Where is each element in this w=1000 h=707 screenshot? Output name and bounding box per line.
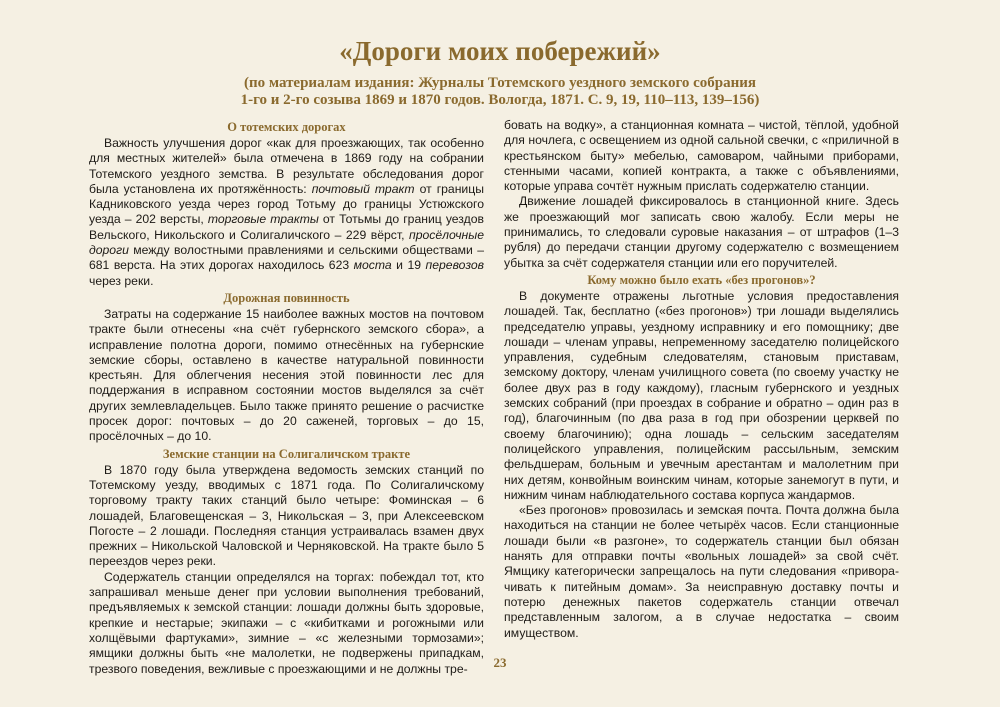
term-trade-tracts: торговые тракты bbox=[207, 212, 319, 227]
text-run: между волостными правлениями и сельскими обществами – 681 верста. На этих дорогах находилось 623 bbox=[89, 243, 484, 273]
paragraph-stations-list: В 1870 году была утверждена ведомость земских станций по Тотемскому уезду, вводимых с 1871 года. По Солигаличскому торговому тракту таких станций было четыре: Фоминская – 6 лошадей, Благовещенская – 3, Никольская – 3, при Алексеевском Погосте – 2 лошади. Последняя станция устраивалась взамен двух прежних – Никольской Чаловской и Черняковской. На тракте было 5 переездов через реки. bbox=[89, 462, 484, 569]
text-run: Важность улучшения дорог «как для проезжающих, так особенно для местных жителей» была отмечена в 1869 году на собрании Тотемского уездного земства. В результате обследования дорог была установлена их протяжённость: bbox=[89, 136, 484, 196]
term-ferries: перевозов bbox=[425, 258, 484, 273]
paragraph-station-book: Движение лошадей фиксировалось в станционной книге. Здесь же проезжающий мог записать свою жалобу. Если меры не принимались, то следовали суровые наказания – от штрафов (1–3 рубля) до передачи станции другому содержателю с возмещением убытка за счёт содержателя станции или его поручителей. bbox=[504, 194, 899, 270]
paragraph-free-horses: В документе отражены льготные условия предоставления лошадей. Так, бесплатно («без прогонов») три лошади выделялись председателю управы, уездному исправнику и его помощнику; две лошади – членам управы, непременному заседателю полицейского управления, судебным следователям, становым приставам, земскому доктору, членам училищного совета (по своему участку не более двух раз в году каждому), гласным губернского и уездных земских собраний (при проездах в собрание и обратно – один раз в год), благочинным (по два раза в год при обозрении церквей по своему благочинию); одна лошадь – сельским заседателям полицейского управления, полицейским рассыльным, земским фельдшерам, больным и увечным арестантам и малолетним при них детям, конвойным воинским чинам, которые занемогут в пути, и нижним чинам наблюдательного состава корпуса жандармов. bbox=[504, 288, 899, 502]
text-run: от границы Кадниковского уезда через город Тотьму до границы Устюжского уезда – 202 версты, bbox=[89, 181, 484, 227]
section-heading-zemstvo-stations: Земские станции на Солигаличском тракте bbox=[162, 446, 411, 461]
term-country-roads: просёлочные дороги bbox=[89, 227, 484, 258]
text-run: и 19 bbox=[391, 258, 426, 273]
section-heading-totma-roads: О тотемских дорогах bbox=[227, 120, 346, 134]
left-column bbox=[89, 118, 484, 677]
text-run: через реки. bbox=[89, 273, 154, 288]
page-title: «Дороги моих побережий» bbox=[339, 36, 661, 66]
page-number: 23 bbox=[493, 655, 507, 670]
page-subtitle bbox=[0, 75, 1000, 109]
subtitle-line-2: 1-го и 2-го созыва 1869 и 1870 годов. Вологда, 1871. С. 9, 19, 110–113, 139–156) bbox=[240, 92, 760, 108]
term-postal-tract: почтовый тракт bbox=[311, 181, 415, 196]
text-run: от Тотьмы до границ уездов Вельского, Никольского и Солигаличского – 229 вёрст, bbox=[89, 212, 484, 242]
paragraph-station-keeper: Содержатель станции определялся на торгах: побеждал тот, кто запрашивал меньше денег при условии выполнения требований, предъявляемых к земской станции: лошади должны быть здоровые, крепкие и нестарые; экипажи – с «кибитками и рогожными или холщёвыми фартуками», зимние – «с железными тормозами»; ямщики должны быть «не малолетки, не подвержены припадкам, трезвого поведения, вежливые с проезжающими и не должны тре- bbox=[89, 569, 484, 676]
paragraph-station-room: бовать на водку», а станционная комната – чистой, тёплой, удобной для ночлега, с освещением из одной сальной свечки, с «приличной в крестьянском быту» мебелью, самоваром, чайными приборами, стенными часами, копией контракта, а также с объявлениями, которые управа сочтёт нужным прислать содержателю станции. bbox=[504, 118, 899, 194]
subtitle-line-1: (по материалам издания: Журналы Тотемского уездного земского собрания bbox=[243, 75, 757, 91]
paragraph-zemstvo-post: «Без прогонов» провозилась и земская почта. Почта должна была находиться на станции не более четырёх часов. Если станционные лошади были «в разгоне», то содержатель станции был обязан нанять для отправки почты «вольных лошадей» за свой счёт. Ямщику категорически запрещалось на пути следования «приворачивать к питейным домам». За неисправную доставку почты и потерю денежных пакетов содержатель станции отвечал представленным залогом, а в случае недостатка – своим имуществом. bbox=[504, 503, 899, 640]
section-heading-road-duty: Дорожная повинность bbox=[223, 290, 350, 305]
term-bridges: моста bbox=[353, 258, 392, 273]
paragraph-road-lengths bbox=[89, 136, 484, 289]
right-column bbox=[504, 118, 899, 641]
paragraph-road-duty: Затраты на содержание 15 наиболее важных мостов на почтовом тракте были отнесены «на счёт губернского земского сбора», а исправление полотна дороги, помимо отнесённых на губернские земские сборы, оставлено в качестве натуральной повинности крестьян. Для облегчения несения этой повинности лес для поддержания в исправном состоянии мостов выделялся за счёт других землевладельцев. Было также принято решение о расчистке просек дорог: почтовых – до 20 саженей, торговых – до 15, просёлочных – до 10. bbox=[89, 306, 484, 444]
section-heading-free-travel: Кому можно было ехать «без прогонов»? bbox=[587, 272, 816, 287]
